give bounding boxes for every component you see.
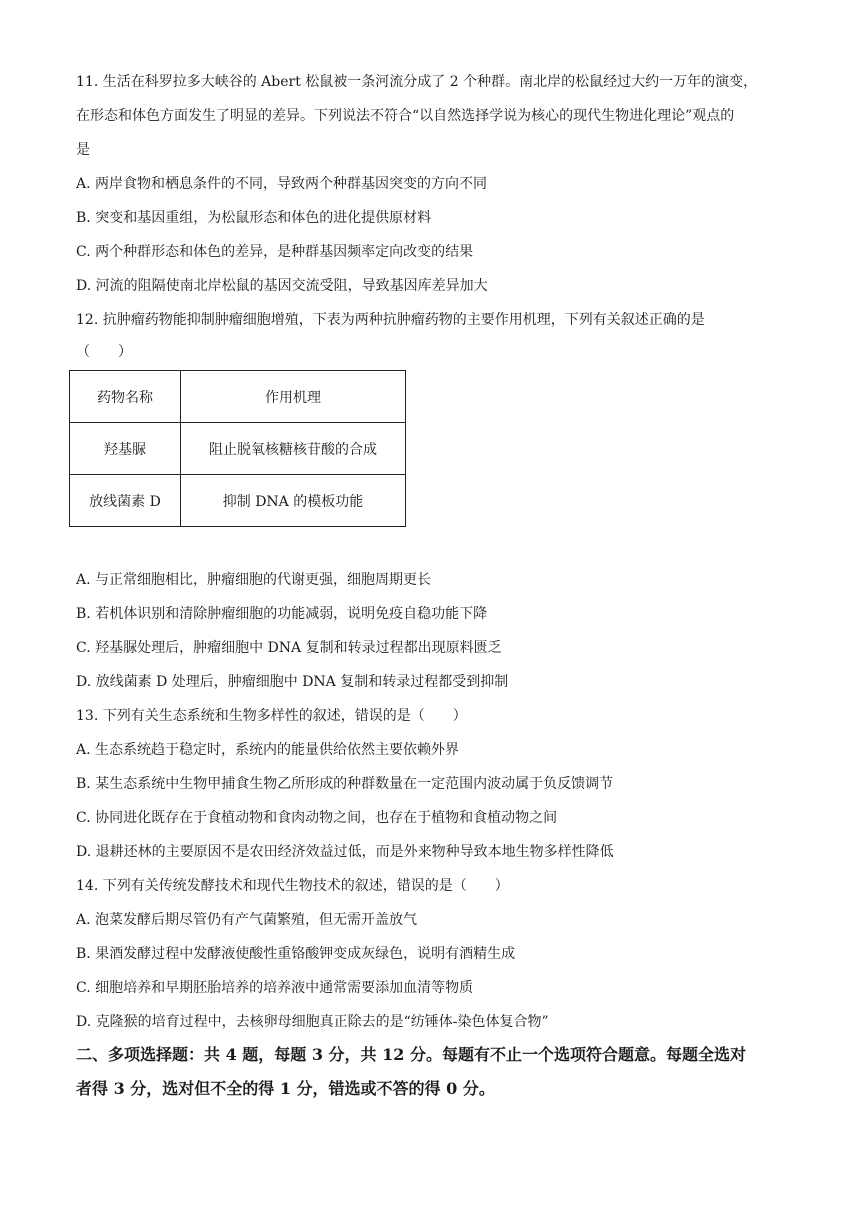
q12-stem-line-2: （ ） (76, 344, 132, 360)
q11-option-d: D. 河流的阻隔使南北岸松鼠的基因交流受阻，导致基因库差异加大 (76, 278, 488, 294)
q11-option-c: C. 两个种群形态和体色的差异，是种群基因频率定向改变的结果 (76, 244, 474, 260)
q14-option-b: B. 果酒发酵过程中发酵液使酸性重铬酸钾变成灰绿色，说明有酒精生成 (76, 946, 516, 962)
q14-option-a: A. 泡菜发酵后期尽管仍有产气菌繁殖，但无需开盖放气 (76, 912, 418, 928)
table-cell-mechanism: 抑制 DNA 的模板功能 (181, 475, 406, 527)
q13-option-a: A. 生态系统趋于稳定时，系统内的能量供给依然主要依赖外界 (76, 742, 460, 758)
q14-option-d: D. 克隆猴的培育过程中，去核卵母细胞真正除去的是“纺锤体-染色体复合物” (76, 1014, 549, 1030)
table-header-mechanism: 作用机理 (181, 371, 406, 423)
q11-option-a: A. 两岸食物和栖息条件的不同，导致两个种群基因突变的方向不同 (76, 176, 488, 192)
q14-stem: 14. 下列有关传统发酵技术和现代生物技术的叙述，错误的是（ ） (76, 878, 509, 894)
section2-heading-line-1: 二、多项选择题：共 4 题，每题 3 分，共 12 分。每题有不止一个选项符合题意。每题全选对 (76, 1045, 746, 1064)
table-cell-drug-name: 放线菌素 D (70, 475, 181, 527)
section2-heading-line-2: 者得 3 分，选对但不全的得 1 分，错选或不答的得 0 分。 (76, 1079, 495, 1098)
q12-stem-line-1: 12. 抗肿瘤药物能抑制肿瘤细胞增殖，下表为两种抗肿瘤药物的主要作用机理，下列有关叙述正确的是 (76, 312, 705, 328)
table-header-row (70, 371, 406, 423)
table-header-drug-name: 药物名称 (70, 371, 181, 423)
q12-option-b: B. 若机体识别和清除肿瘤细胞的功能减弱，说明免疫自稳功能下降 (76, 606, 488, 622)
table-cell-drug-name: 羟基脲 (70, 423, 181, 475)
q13-option-c: C. 协同进化既存在于食植动物和食肉动物之间，也存在于植物和食植动物之间 (76, 810, 558, 826)
q12-option-d: D. 放线菌素 D 处理后，肿瘤细胞中 DNA 复制和转录过程都受到抑制 (76, 674, 509, 690)
q13-option-d: D. 退耕还林的主要原因不是农田经济效益过低，而是外来物种导致本地生物多样性降低 (76, 844, 614, 860)
table-cell-mechanism: 阻止脱氧核糖核苷酸的合成 (181, 423, 406, 475)
q11-option-b: B. 突变和基因重组，为松鼠形态和体色的进化提供原材料 (76, 210, 432, 226)
q13-stem: 13. 下列有关生态系统和生物多样性的叙述，错误的是（ ） (76, 708, 467, 724)
q11-stem-line-3: 是 (76, 142, 90, 158)
q12-option-a: A. 与正常细胞相比，肿瘤细胞的代谢更强，细胞周期更长 (76, 572, 432, 588)
q13-option-b: B. 某生态系统中生物甲捕食生物乙所形成的种群数量在一定范围内波动属于负反馈调节 (76, 776, 614, 792)
q11-stem-line-1: 11. 生活在科罗拉多大峡谷的 Abert 松鼠被一条河流分成了 2 个种群。南北岸的松鼠经过大约一万年的演变， (76, 74, 758, 90)
q12-option-c: C. 羟基脲处理后，肿瘤细胞中 DNA 复制和转录过程都出现原料匮乏 (76, 640, 502, 656)
drug-mechanism-table (69, 370, 406, 527)
q11-stem-line-2: 在形态和体色方面发生了明显的差异。下列说法不符合“以自然选择学说为核心的现代生物进化理论”观点的 (76, 108, 735, 124)
table-row (70, 475, 406, 527)
table-row (70, 423, 406, 475)
q14-option-c: C. 细胞培养和早期胚胎培养的培养液中通常需要添加血清等物质 (76, 980, 474, 996)
